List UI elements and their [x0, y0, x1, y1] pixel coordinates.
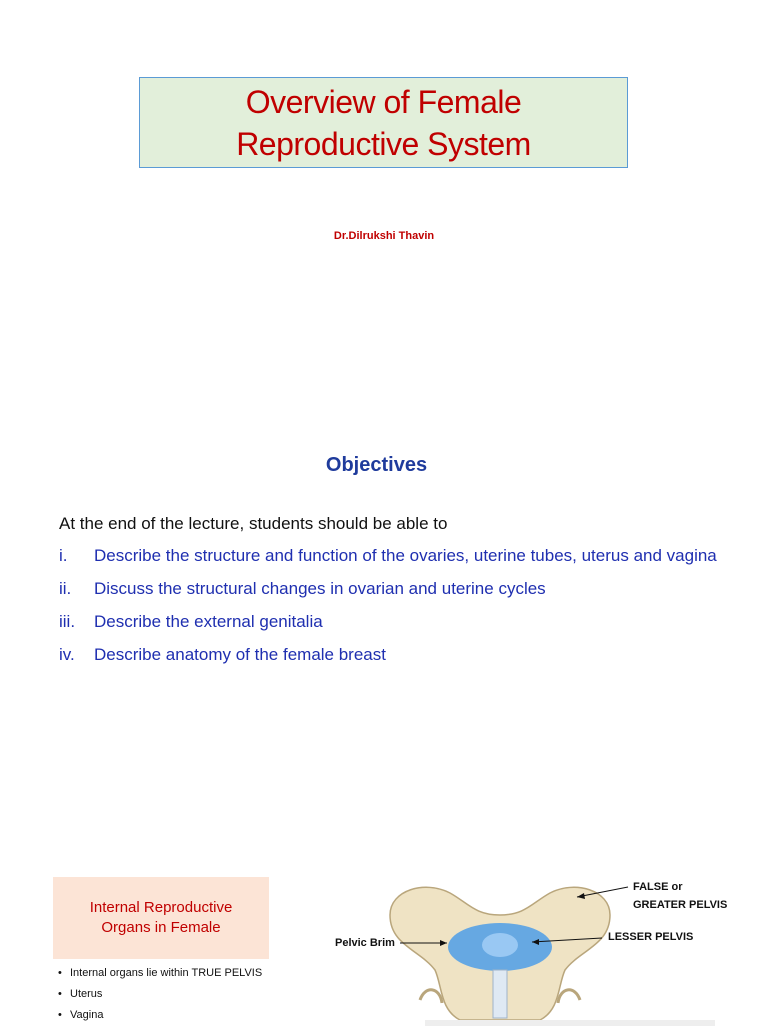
- objective-number: iv.: [59, 645, 75, 664]
- title-line-2: Reproductive System: [236, 125, 531, 162]
- objective-text: Describe the external genitalia: [94, 612, 323, 631]
- bullet-text: Vagina: [70, 1009, 104, 1021]
- objectives-list: [59, 544, 719, 676]
- objective-item: [59, 544, 719, 567]
- objectives-slide: [0, 430, 768, 730]
- lesser-pelvis-label: LESSER PELVIS: [608, 931, 694, 943]
- objective-number: i.: [59, 546, 68, 565]
- objectives-intro: At the end of the lecture, students should be able to: [59, 514, 448, 533]
- false-pelvis-label-2: GREATER PELVIS: [633, 899, 728, 911]
- objective-text: Describe the structure and function of the ovaries, uterine tubes, uterus and vagina: [94, 546, 717, 565]
- section-title-line-1: Internal Reproductive: [89, 899, 233, 916]
- false-pelvis-label-1: FALSE or: [633, 881, 683, 893]
- objective-number: iii.: [59, 612, 76, 631]
- bullet-item: • Internal organs lie within TRUE PELVIS: [58, 967, 263, 979]
- objective-text: Discuss the structural changes in ovarian and uterine cycles: [94, 579, 546, 598]
- bullet-text: Internal organs lie within TRUE PELVIS: [70, 967, 263, 979]
- bullet-text: Uterus: [70, 988, 103, 1000]
- objective-item: [59, 643, 719, 666]
- bullet-item: • Uterus: [58, 988, 103, 1000]
- section-title-line-2: Organs in Female: [101, 919, 221, 936]
- title-box: [139, 77, 628, 168]
- pelvic-brim-label: Pelvic Brim: [335, 937, 395, 949]
- objective-number: ii.: [59, 579, 72, 598]
- internal-organs-slide: [0, 850, 768, 1024]
- objectives-heading: Objectives: [325, 454, 428, 476]
- objective-text: Describe anatomy of the female breast: [94, 645, 386, 664]
- title-line-1: Overview of Female: [245, 83, 522, 120]
- objective-item: [59, 577, 719, 600]
- divider-strip: [425, 1020, 715, 1026]
- author-name: Dr.Dilrukshi Thavin: [333, 230, 435, 242]
- title-slide: [0, 0, 768, 330]
- objective-item: [59, 610, 719, 633]
- bullet-item: • Vagina: [58, 1009, 104, 1021]
